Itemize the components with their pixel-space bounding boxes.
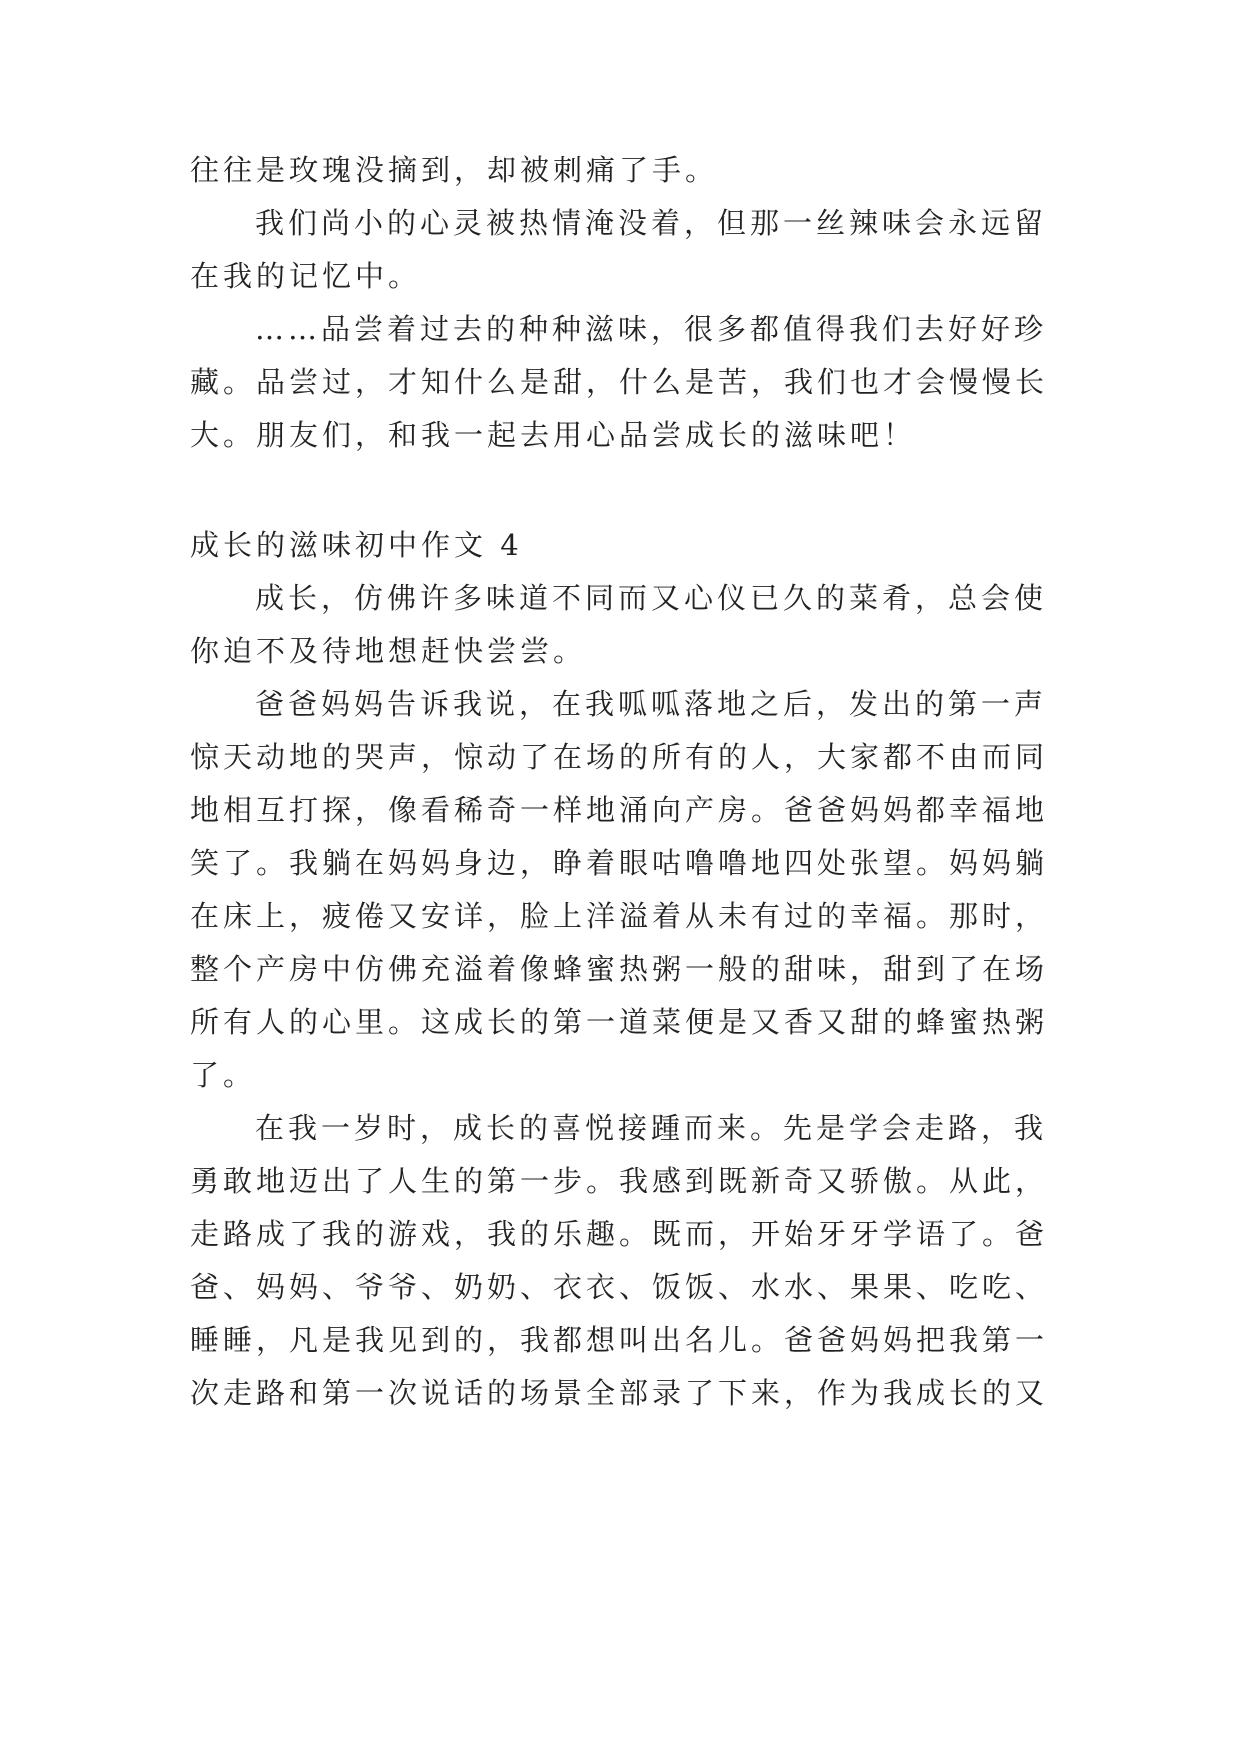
document-text-body — [190, 0, 1070, 1754]
paragraph-start-line: 在我一岁时，成长的喜悦接踵而来。先是学会走路，我 — [255, 1111, 1048, 1145]
text-line: 往往是玫瑰没摘到，却被刺痛了手。 — [190, 153, 719, 187]
text-line: 整个产房中仿佛充溢着像蜂蜜热粥一般的甜味，甜到了在场 — [190, 952, 1049, 986]
text-line: 所有人的心里。这成长的第一道菜便是又香又甜的蜂蜜热粥 — [190, 1005, 1049, 1039]
text-line: 睡睡，凡是我见到的，我都想叫出名儿。爸爸妈妈把我第一 — [190, 1323, 1049, 1357]
text-line: 走路成了我的游戏，我的乐趣。既而，开始牙牙学语了。爸 — [190, 1217, 1049, 1251]
text-line: 在我的记忆中。 — [190, 259, 422, 293]
paragraph-start-line: 成长，仿佛许多味道不同而又心仪已久的菜肴，总会使 — [255, 581, 1048, 615]
text-line: 地相互打探，像看稀奇一样地涌向产房。爸爸妈妈都幸福地 — [190, 793, 1049, 827]
text-line: 笑了。我躺在妈妈身边，睁着眼咕噜噜地四处张望。妈妈躺 — [190, 846, 1049, 880]
text-line: 爸、妈妈、爷爷、奶奶、衣衣、饭饭、水水、果果、吃吃、 — [190, 1270, 1049, 1304]
text-line: 大。朋友们，和我一起去用心品尝成长的滋味吧！ — [190, 418, 917, 452]
paragraph-start-line: ……品尝着过去的种种滋味，很多都值得我们去好好珍 — [255, 312, 1048, 346]
paragraph-start-line: 爸爸妈妈告诉我说，在我呱呱落地之后，发出的第一声 — [255, 687, 1048, 721]
paragraph-start-line: 我们尚小的心灵被热情淹没着，但那一丝辣味会永远留 — [255, 206, 1048, 240]
text-line: 惊天动地的哭声，惊动了在场的所有的人，大家都不由而同 — [190, 740, 1049, 774]
text-line: 你迫不及待地想赶快尝尝。 — [190, 634, 587, 668]
text-line: 勇敢地迈出了人生的第一步。我感到既新奇又骄傲。从此， — [190, 1164, 1049, 1198]
text-line: 在床上，疲倦又安详，脸上洋溢着从未有过的幸福。那时， — [190, 899, 1049, 933]
text-line: 次走路和第一次说话的场景全部录了下来，作为我成长的又 — [190, 1376, 1049, 1410]
text-line: 了。 — [190, 1058, 257, 1092]
text-line: 藏。品尝过，才知什么是甜，什么是苦，我们也才会慢慢长 — [190, 365, 1049, 399]
section-title: 成长的滋味初中作文 4 — [190, 528, 523, 562]
